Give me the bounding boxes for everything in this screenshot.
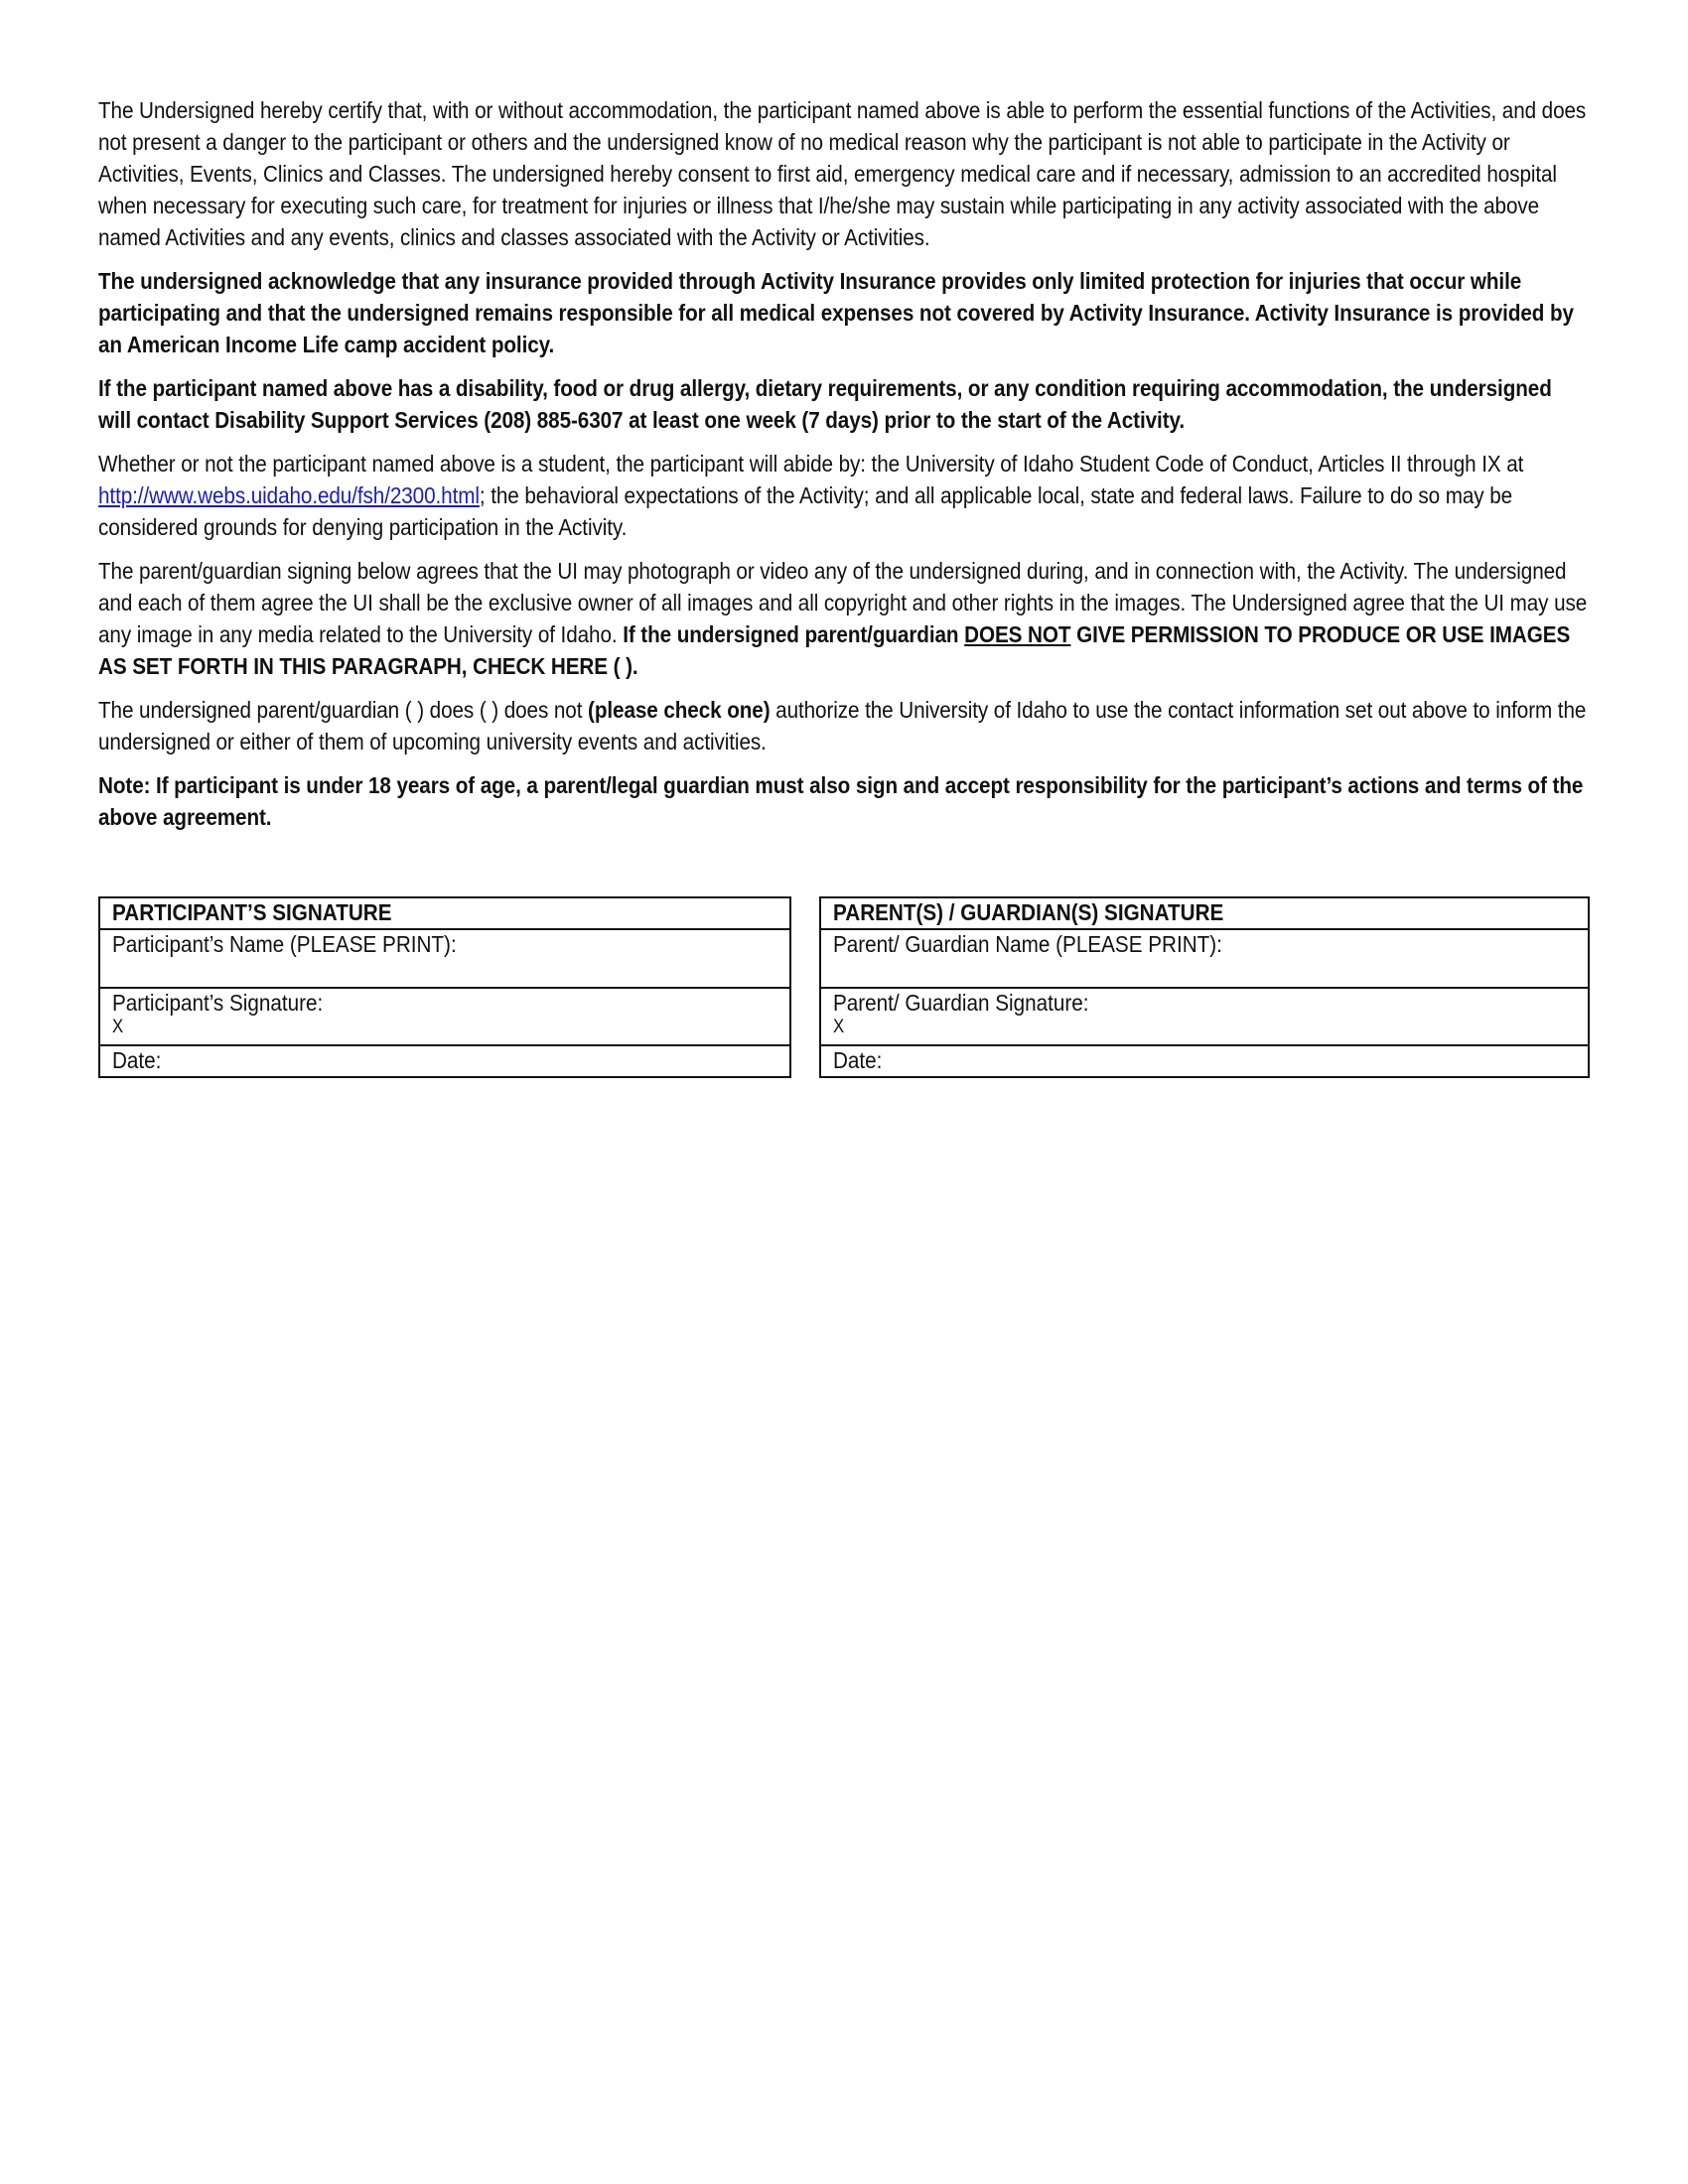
contact-consent-instruction: (please check one) <box>588 697 771 723</box>
insurance-paragraph: The undersigned acknowledge that any insurance provided through Activity Insurance provides only limited protection for injuries that occur while participating and that the undersigned remains responsible for all medical expenses not covered by Activity Insurance. Activity Insurance is provided by an American Income Life camp accident policy. <box>98 268 1574 357</box>
participant-signature-heading: PARTICIPANT’S SIGNATURE <box>99 897 790 929</box>
participant-x-mark: X <box>112 1017 124 1037</box>
conduct-text-before: Whether or not the participant named above is a student, the participant will abide by: the University of Idaho Student Code of Conduct, Articles II through IX at <box>98 451 1524 477</box>
guardian-signature-field[interactable] <box>820 988 1589 1045</box>
participant-date-field[interactable]: Date: <box>99 1045 790 1077</box>
participant-signature-field[interactable] <box>99 988 790 1045</box>
guardian-x-mark: X <box>833 1017 845 1037</box>
guardian-signature-label: Parent/ Guardian Signature: <box>833 990 1089 1016</box>
does-not-emphasis: DOES NOT <box>964 621 1071 647</box>
disability-paragraph: If the participant named above has a disability, food or drug allergy, dietary requirements, or any condition requiring accommodation, the undersigned will contact Disability Support Services (208) 885-6307 at least one week (7 days) prior to the start of the Activity. <box>98 375 1552 433</box>
participant-signature-label: Participant’s Signature: <box>112 990 324 1016</box>
guardian-date-field[interactable]: Date: <box>820 1045 1589 1077</box>
media-release-paragraph <box>98 555 1590 682</box>
guardian-signature-heading: PARENT(S) / GUARDIAN(S) SIGNATURE <box>820 897 1589 929</box>
code-of-conduct-link[interactable]: http://www.webs.uidaho.edu/fsh/2300.html <box>98 482 480 508</box>
contact-consent-text-after: authorize the University of Idaho to use the contact information set out above to inform the undersigned or either of them of upcoming university events and activities. <box>98 697 1587 754</box>
participant-signature-box <box>98 896 791 1078</box>
guardian-signature-box <box>819 896 1590 1078</box>
certification-paragraph: The Undersigned hereby certify that, with or without accommodation, the participant named above is able to perform the essential functions of the Activities, and does not present a danger to the participant or others and the undersigned know of no medical reason why the participant is not able to participate in the Activity or Activities, Events, Clinics and Classes. The undersigned hereby consent to first aid, emergency medical care and if necessary, admission to an accredited hospital when necessary for executing such care, for treatment for injuries or illness that I/he/she may sustain while participating in any activity associated with the above named Activities and any events, clinics and classes associated with the Activity or Activities. <box>98 97 1587 250</box>
agreement-body <box>98 94 1590 845</box>
contact-consent-text-before: The undersigned parent/guardian ( ) does ( ) does not <box>98 697 589 723</box>
media-release-text: The parent/guardian signing below agrees that the UI may photograph or video any of the undersigned during, and in connection with, the Activity. The undersigned and each of them agree the UI shall be the exclusive owner of all images and all copyright and other rights in the images. The Undersigned agree that the UI may use any image in any media related to the University of Idaho. <box>98 558 1588 647</box>
guardian-name-field[interactable]: Parent/ Guardian Name (PLEASE PRINT): <box>820 929 1589 988</box>
media-release-bold: If the undersigned parent/guardian <box>623 621 965 647</box>
participant-name-field[interactable]: Participant’s Name (PLEASE PRINT): <box>99 929 790 988</box>
media-release-checkbox-text: GIVE PERMISSION TO PRODUCE OR USE IMAGES AS SET FORTH IN THIS PARAGRAPH, CHECK HERE ( ). <box>98 621 1571 679</box>
conduct-text-after: ; the behavioral expectations of the Activity; and all applicable local, state and federal laws. Failure to do so may be considered grounds for denying participation in the Activity. <box>98 482 1513 540</box>
contact-consent-paragraph <box>98 694 1590 757</box>
minor-note: Note: If participant is under 18 years of age, a parent/legal guardian must also sign and accept responsibility for the participant’s actions and terms of the above agreement. <box>98 772 1584 830</box>
signature-section <box>98 896 1590 1085</box>
code-of-conduct-paragraph <box>98 448 1590 543</box>
